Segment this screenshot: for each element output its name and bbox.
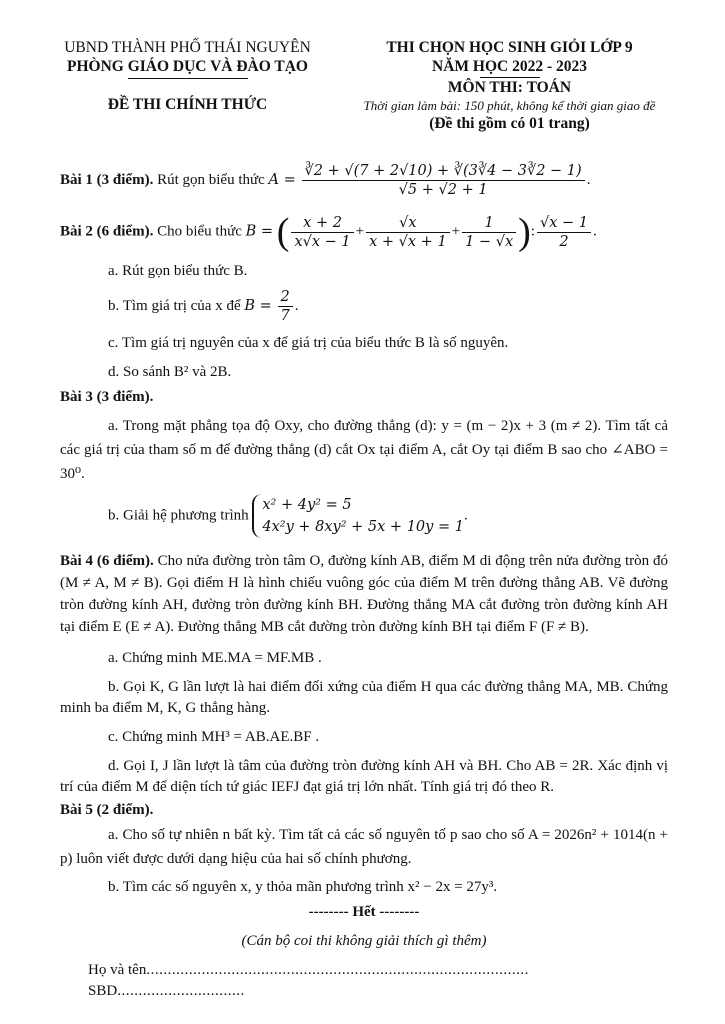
fraction-2-denominator: x + √x + 1: [369, 233, 447, 250]
problem-4-title: Bài 4 (6 điểm).: [60, 553, 154, 569]
problem-1-numerator: ∛2 + √(7 + 2√10) + ∛(3∛4 − 3∛2 − 1): [302, 162, 585, 181]
problem-2b-text: b. Tìm giá trị của x để: [108, 297, 241, 314]
problem-4a: a. Chứng minh ME.MA = MF.MB .: [108, 650, 322, 666]
fraction-2-numerator: √x: [366, 214, 450, 233]
office-name: PHÒNG GIÁO DỤC VÀ ĐÀO TẠO: [67, 58, 308, 75]
fraction-3-numerator: 1: [462, 214, 516, 233]
problem-3b-text: b. Giải hệ phương trình: [108, 507, 249, 524]
problem-2d: d. So sánh B² và 2B.: [108, 364, 232, 380]
end-marker: -------- Hết --------: [308, 904, 420, 920]
left-paren: (: [276, 211, 290, 253]
fraction-4-denominator: 2: [559, 233, 569, 250]
problem-2b-numerator: 2: [278, 288, 293, 307]
fraction-1-denominator: x√x − 1: [294, 233, 351, 250]
fraction-4-numerator: √x − 1: [537, 214, 591, 233]
right-paren: ): [518, 211, 531, 253]
fraction-3-denominator: 1 − √x: [465, 233, 514, 250]
subject: MÔN THI: TOÁN: [447, 79, 572, 96]
problem-4: [60, 550, 668, 638]
problem-2-fraction-3: [462, 214, 516, 251]
school-year: NĂM HỌC 2022 - 2023: [432, 58, 587, 75]
problem-1-fraction: [302, 162, 585, 199]
problem-2-text: Cho biểu thức: [157, 223, 242, 240]
equation-2: 4x²y + 8xy² + 5x + 10y = 1: [262, 519, 464, 535]
name-label: Họ và tên: [88, 962, 147, 978]
problem-4d: d. Gọi I, J lần lượt là tâm của đường tròn đường kính AH và BH. Cho AB = 2R. Xác định vị trí của điểm M để diện tích tứ giác IEFJ đạt giá trị lớn nhất. Tính giá trị đó theo R.: [60, 758, 668, 795]
equation-1: x² + 4y² = 5: [262, 497, 352, 513]
exam-title: THI CHỌN HỌC SINH GIỎI LỚP 9: [386, 39, 633, 56]
fraction-1-numerator: x + 2: [291, 214, 353, 233]
problem-2b-lhs: B =: [244, 297, 272, 314]
problem-4-intro: Cho nửa đường tròn tâm O, đường kính AB, điểm M di động trên nửa đường tròn đó (M ≠ A, M ≠ B). Gọi điểm H là hình chiếu vuông góc của điểm M trên đường thẳng AB. Vẽ đường tròn đường kính AH, đường tròn đường kính BH. Đường thẳng MA cắt đường tròn đường kính AH tại điểm E (E ≠ A). Đường thẳng MB cắt đường tròn đường kính BH tại điểm F (F ≠ B).: [60, 553, 668, 635]
problem-1: Bài 1 (3 điểm). Rút gọn biểu thức A = $\frac{∛2 + √(7 + 2√10) + ∛(3∛4 - 3∛2 - 1)}{√5 + √2 + 1}$ .: [60, 163, 591, 198]
problem-2-fraction-1: [291, 214, 353, 251]
exam-body: [60, 160, 668, 1002]
problem-2-lhs: B =: [245, 223, 274, 240]
problem-5a: a. Cho số tự nhiên n bất kỳ. Tìm tất cả các số nguyên tố p sao cho số A = 2026n² + 1014(n + p) luôn viết được dưới dạng hiệu của hai số chính phương.: [60, 827, 668, 867]
equation-system: [252, 494, 464, 538]
department-name: UBND THÀNH PHỐ THÁI NGUYÊN: [64, 39, 311, 56]
time-limit: Thời gian làm bài: 150 phút, không kể thời gian giao đề: [363, 98, 656, 113]
problem-2-title: Bài 2 (6 điểm).: [60, 223, 154, 240]
header-left: [40, 38, 335, 114]
problem-2c: c. Tìm giá trị nguyên của x để giá trị của biểu thức B là số nguyên.: [108, 335, 509, 351]
sbd-blank: ..............................: [117, 983, 245, 999]
proctor-note: (Cán bộ coi thi không giải thích gì thêm): [241, 933, 487, 949]
problem-2-fraction-2: [366, 214, 450, 251]
problem-4c: c. Chứng minh MH³ = AB.AE.BF .: [108, 729, 320, 745]
header-left-rule: [128, 78, 248, 79]
official-label: ĐỀ THI CHÍNH THỨC: [107, 96, 268, 113]
problem-2b: b. Tìm giá trị của x để B = $\frac{2}{7}$ .: [108, 289, 299, 324]
problem-3-title: Bài 3 (3 điểm).: [60, 389, 154, 405]
header-right: [332, 38, 687, 133]
name-blank: ..........................................................................................: [146, 962, 529, 978]
problem-5b: b. Tìm các số nguyên x, y thỏa mãn phương trình x² − 2x = 27y³.: [108, 879, 498, 895]
sbd-label: SBD: [88, 983, 118, 999]
problem-2b-denominator: 7: [280, 308, 290, 324]
problem-2b-fraction: [278, 288, 293, 325]
problem-3a: a. Trong mặt phẳng tọa độ Oxy, cho đường thẳng (d): y = (m − 2)x + 3 (m ≠ 2). Tìm tất cả các giá trị của tham số m để đường thẳng (d) cắt Ox tại điểm A, cắt Oy tại điểm B sao cho ∠ABO = 30⁰.: [60, 418, 668, 482]
problem-4b: b. Gọi K, G lần lượt là hai điểm đối xứng của điểm H qua các đường thẳng MA, MB. Chứng minh ba điểm M, K, G thẳng hàng.: [60, 679, 668, 716]
problem-2-fraction-4: [537, 214, 591, 251]
problem-1-text: Rút gọn biểu thức: [157, 171, 265, 188]
page-count: (Đề thi gồm có 01 trang): [429, 115, 590, 132]
candidate-info-line: [60, 960, 668, 1002]
problem-2a: a. Rút gọn biểu thức B.: [108, 263, 248, 279]
problem-2: Bài 2 (6 điểm). Cho biểu thức B = ( $\frac{x + 2}{x√x - 1}$ + $\frac{√x}{x + √x + 1}$ + $\frac{1}{1 - √x}$ ): $\frac{√x - 1}{2}$ .: [60, 211, 597, 253]
problem-1-title: Bài 1 (3 điểm).: [60, 171, 154, 188]
problem-1-denominator: √5 + √2 + 1: [398, 182, 488, 198]
problem-3b: b. Giải hệ phương trình x² + 4y² = 5 4x²y + 8xy² + 5x + 10y = 1 .: [60, 494, 668, 538]
problem-5-title: Bài 5 (2 điểm).: [60, 802, 154, 818]
problem-1-lhs: A =: [268, 171, 296, 188]
